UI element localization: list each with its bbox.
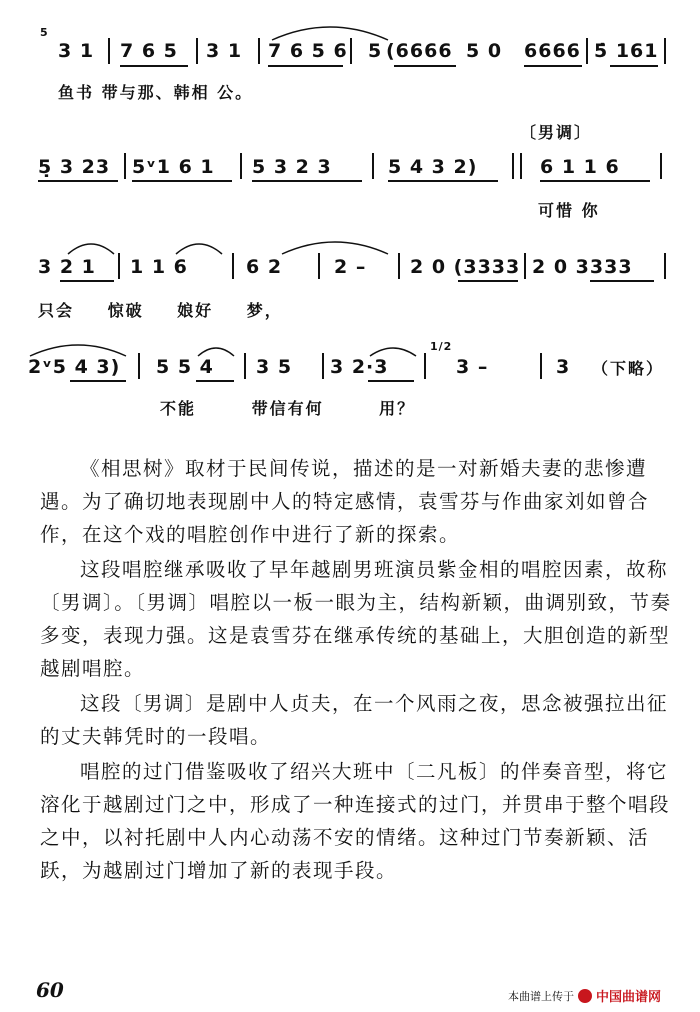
lyrics-line: 只会 惊破 娘好 梦， — [38, 301, 283, 320]
barline — [398, 253, 400, 279]
underline — [252, 180, 362, 182]
barline — [244, 353, 246, 379]
notes-measure: 3 2 1 — [38, 256, 96, 278]
slur — [196, 344, 236, 358]
underline — [388, 180, 498, 182]
notes-measure: 3 2·3 — [330, 356, 389, 378]
notes-measure: 6 1 1 6 — [540, 156, 620, 178]
notes-measure: 5ᵛ1 6 1 — [132, 156, 215, 178]
barline — [540, 353, 542, 379]
notes-measure: 1 1 6 — [130, 256, 188, 278]
barline — [118, 253, 120, 279]
underline — [524, 65, 582, 67]
notes-measure: 5 — [368, 40, 383, 62]
page-number: 60 — [36, 978, 64, 1002]
underline — [458, 280, 518, 282]
barline — [664, 38, 666, 64]
slur — [174, 240, 224, 256]
omission-note: （下略） — [592, 359, 665, 378]
notes-measure: 3 1 — [206, 40, 243, 62]
notes-measure: 5 0 — [466, 40, 503, 62]
lyrics-line: 不能 带信有何 用？ — [160, 399, 416, 418]
paragraph: 这段〔男调〕是剧中人贞夫，在一个风雨之夜，思念被强拉出征的丈夫韩凭时的一段唱。 — [40, 692, 669, 748]
notes-measure: 5̣ 3 23 — [38, 156, 111, 178]
barline — [372, 153, 374, 179]
notes-measure: 2 0 (3333 — [410, 256, 521, 278]
underline — [196, 380, 234, 382]
commentary — [40, 452, 676, 887]
notes-measure: 7 6 5 6 — [268, 40, 348, 62]
underline — [38, 180, 118, 182]
barline — [258, 38, 260, 64]
lyrics-line: 可惜 你 — [538, 201, 600, 220]
tempo-mark: 5 — [40, 26, 49, 39]
underline — [610, 65, 658, 67]
barline — [138, 353, 140, 379]
lyrics-line: 鱼书 带与那、韩相 公。 — [58, 83, 254, 102]
notes-measure: 3 1 — [58, 40, 95, 62]
notes-measure: 6666 — [524, 40, 581, 62]
barline — [124, 153, 126, 179]
paragraph: 《相思树》取材于民间传说，描述的是一对新婚夫妻的悲惨遭遇。为了确切地表现剧中人的特定感情，袁雪芬与作曲家刘如曾合作，在这个戏的唱腔创作中进行了新的探索。 — [40, 457, 650, 546]
slur — [270, 22, 390, 42]
barline — [520, 153, 522, 179]
site-name: 中国曲谱网 — [596, 990, 662, 1005]
notes-measure: 2ᵛ5 4 3) — [28, 356, 121, 378]
notes-measure: 5 3 2 3 — [252, 156, 332, 178]
underline — [60, 280, 114, 282]
barline — [108, 38, 110, 64]
slur — [368, 344, 418, 358]
barline — [196, 38, 198, 64]
paragraph: 这段唱腔继承吸收了早年越剧男班演员紫金相的唱腔因素，故称〔男调〕。〔男调〕唱腔以一板一眼为主，结构新颖，曲调别致，节奏多变，表现力强。这是袁雪芬在继承传统的基础上，大胆创造的新型越剧唱腔。 — [40, 558, 672, 680]
notes-measure: 5 4 3 2) — [388, 156, 478, 178]
paragraph: 唱腔的过门借鉴吸收了绍兴大班中〔二凡板〕的伴奏音型，将它溶化于越剧过门之中，形成了一种连接式的过门，并贯串于整个唱段之中，以衬托剧中人内心动荡不安的情绪。这种过门节奏新颖、活跃，为越剧过门增加了新的表现手段。 — [40, 760, 671, 882]
notes-measure: 3 5 — [256, 356, 293, 378]
barline — [660, 153, 662, 179]
underline — [540, 180, 650, 182]
barline — [240, 153, 242, 179]
barline — [232, 253, 234, 279]
underline — [268, 65, 343, 67]
site-logo-icon — [578, 989, 592, 1003]
notes-measure: 5̇ 161 — [594, 40, 659, 62]
underline — [394, 65, 456, 67]
notes-measure: (6666 — [386, 40, 453, 62]
barline — [512, 153, 514, 179]
tempo-mark: 1/2 — [430, 340, 453, 353]
notes-measure: 2 – — [334, 256, 367, 278]
underline — [120, 65, 188, 67]
barline — [318, 253, 320, 279]
barline — [322, 353, 324, 379]
underline — [368, 380, 414, 382]
slur — [280, 238, 390, 256]
underline — [590, 280, 654, 282]
notes-measure: 5 5 4 — [156, 356, 214, 378]
section-label: 〔男调〕 — [520, 123, 593, 142]
notes-measure: 6 2 — [246, 256, 283, 278]
notes-measure: 3 — [556, 356, 571, 378]
barline — [424, 353, 426, 379]
source-watermark — [508, 986, 661, 1005]
barline — [524, 253, 526, 279]
slur — [66, 240, 116, 256]
barline — [586, 38, 588, 64]
notes-measure: 7 6 5 — [120, 40, 178, 62]
barline — [664, 253, 666, 279]
underline — [70, 380, 126, 382]
slur — [28, 342, 128, 358]
notes-measure: 2 0 3333 — [532, 256, 633, 278]
notes-measure: 3 – — [456, 356, 489, 378]
source-prefix: 本曲谱上传于 — [508, 989, 574, 1003]
underline — [132, 180, 232, 182]
